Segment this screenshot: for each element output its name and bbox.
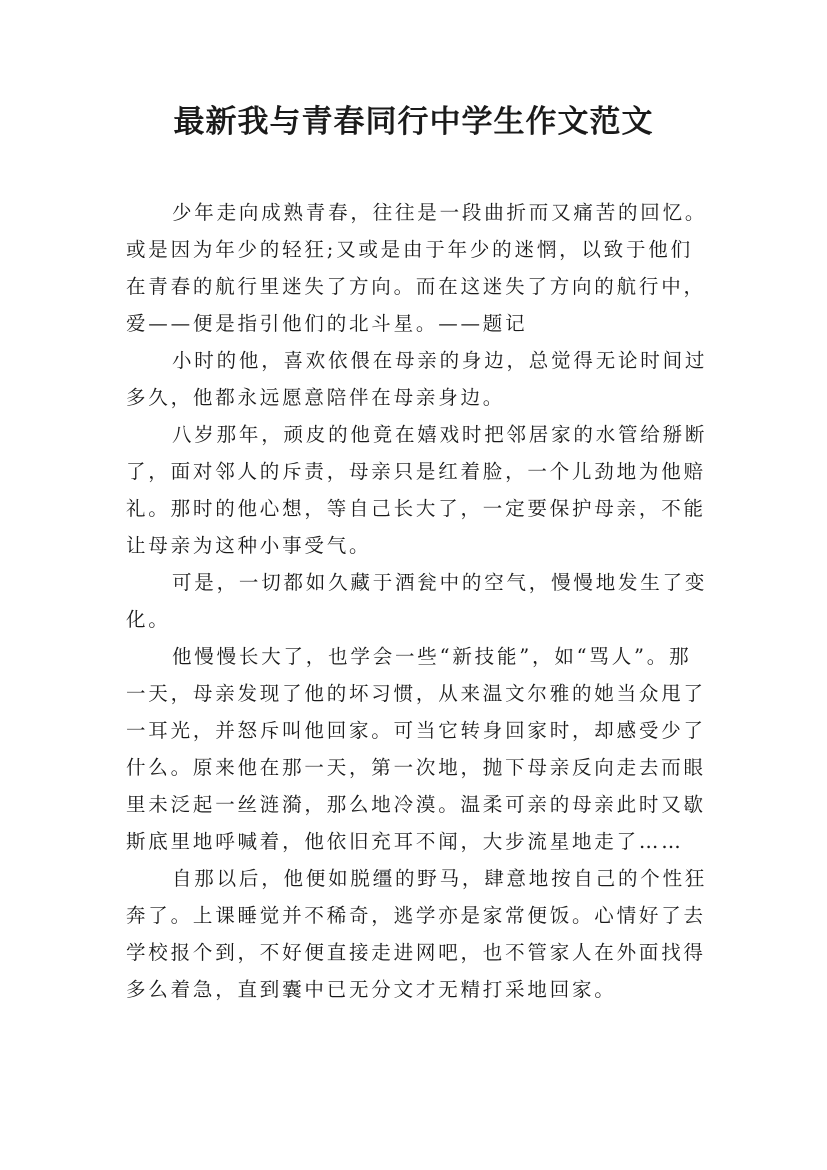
text-line: 多久，他都永远愿意陪伴在母亲身边。 — [126, 386, 506, 409]
text-line: 他慢慢长大了，也学会一些“新技能”，如“骂人”。那 — [172, 645, 692, 668]
text-line: 爱——便是指引他们的北斗星。——题记 — [126, 312, 528, 335]
text-line: 多么着急，直到囊中已无分文才无精打采地回家。 — [126, 978, 617, 1001]
text-line: 了，面对邻人的斥责，母亲只是红着脸，一个儿劲地为他赔 — [126, 460, 706, 483]
text-line: 一天，母亲发现了他的坏习惯，从来温文尔雅的她当众甩了 — [126, 682, 706, 705]
text-line: 奔了。上课睡觉并不稀奇，逃学亦是家常便饭。心情好了去 — [126, 904, 706, 927]
paragraph-1 — [126, 194, 714, 342]
text-line: 一耳光，并怒斥叫他回家。可当它转身回家时，却感受少了 — [126, 719, 706, 742]
document-title: 最新我与青春同行中学生作文范文 — [173, 104, 654, 140]
text-line: 礼。那时的他心想，等自己长大了，一定要保护母亲，不能 — [126, 497, 706, 520]
text-line: 小时的他，喜欢依偎在母亲的身边，总觉得无论时间过 — [172, 349, 708, 372]
paragraph-4 — [126, 564, 714, 638]
text-line: 化。 — [126, 608, 171, 631]
text-line: 里未泛起一丝涟漪，那么地冷漠。温柔可亲的母亲此时又歇 — [126, 793, 706, 816]
paragraph-6 — [126, 860, 714, 1008]
text-line: 可是，一切都如久藏于酒瓮中的空气，慢慢地发生了变 — [172, 571, 708, 594]
text-line: 在青春的航行里迷失了方向。而在这迷失了方向的航行中， — [126, 275, 706, 298]
text-line: 八岁那年，顽皮的他竟在嬉戏时把邻居家的水管给掰断 — [172, 423, 708, 446]
paragraph-3 — [126, 416, 714, 564]
text-line: 少年走向成熟青春，往往是一段曲折而又痛苦的回忆。 — [172, 201, 708, 224]
text-line: 什么。原来他在那一天，第一次地，抛下母亲反向走去而眼 — [126, 756, 706, 779]
document-body — [126, 194, 714, 1008]
paragraph-2 — [126, 342, 714, 416]
text-line: 斯底里地呼喊着，他依旧充耳不闻，大步流星地走了…… — [126, 830, 684, 853]
text-line: 让母亲为这种小事受气。 — [126, 534, 372, 557]
text-line: 或是因为年少的轻狂;又或是由于年少的迷惘，以致于他们 — [126, 238, 693, 261]
text-line: 学校报个到，不好便直接走进网吧，也不管家人在外面找得 — [126, 941, 706, 964]
paragraph-5 — [126, 638, 714, 860]
text-line: 自那以后，他便如脱缰的野马，肆意地按自己的个性狂 — [172, 867, 708, 890]
